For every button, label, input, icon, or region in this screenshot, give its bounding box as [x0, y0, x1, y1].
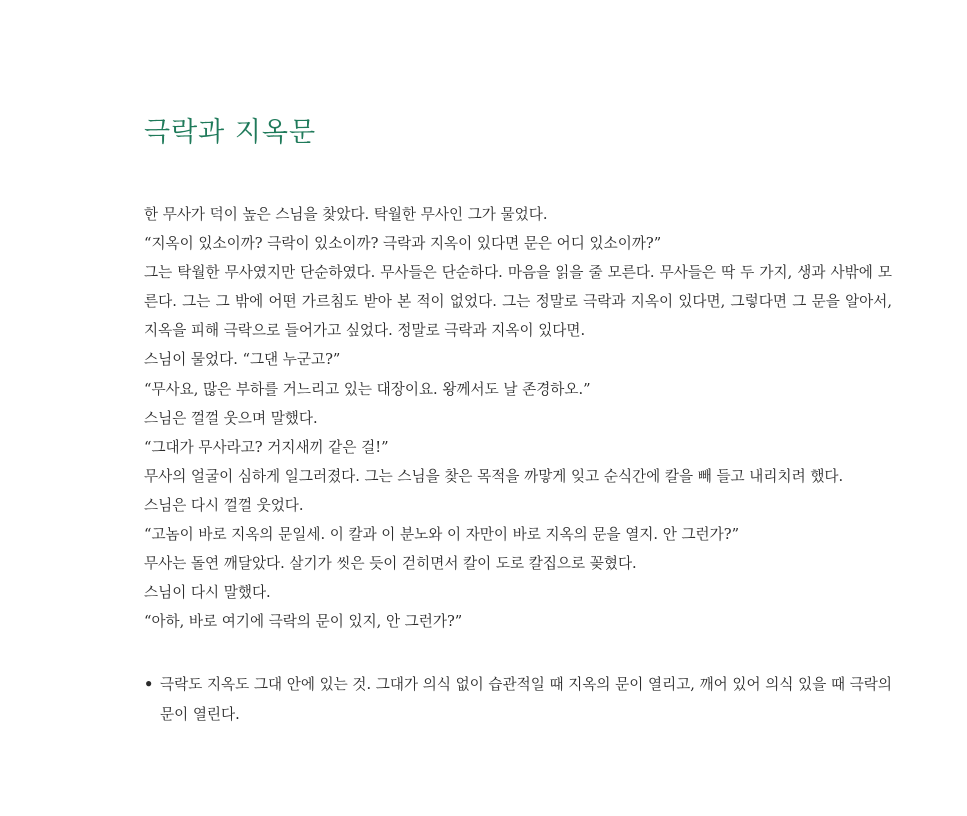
paragraph-hell-gate: “고놈이 바로 지옥의 문일세. 이 칼과 이 분노와 이 자만이 바로 지옥의 문을 열지. 안 그런가?” — [144, 526, 740, 544]
paragraph-insult: “그대가 무사라고? 거지새끼 같은 걸!” — [144, 438, 389, 456]
paragraph-anger: 무사의 얼굴이 심하게 일그러졌다. 그는 스님을 찾은 목적을 까맣게 잊고 순식간에 칼을 빼 들고 내리치려 했다. — [144, 467, 844, 485]
paragraph-samurai-answers: “무사요, 많은 부하를 거느리고 있는 대장이요. 왕께서도 날 존경하오.” — [144, 380, 591, 398]
paragraph-monk-asks: 스님이 물었다. “그댄 누군고?” — [144, 351, 341, 369]
bullet-icon: • — [144, 676, 154, 693]
story-body — [144, 200, 892, 636]
paragraph-description: 그는 탁월한 무사였지만 단순하였다. 무사들은 단순하다. 마음을 읽을 줄 모른다. 무사들은 딱 두 가지, 생과 사밖에 모른다. 그는 그 밖에 어떤 가르침도 받아 본 적이 없었다. 그는 정말로 극락과 지옥이 있다면, 그렇다면 그 문을 알아서, 지옥을 피해 극락으로 들어가고 싶었다. 정말로 극락과 지옥이 있다면. — [144, 264, 892, 340]
paragraph-monk-laughs-again: 스님은 다시 껄껄 웃었다. — [144, 496, 304, 514]
document-page — [144, 0, 904, 816]
summary-note — [144, 670, 892, 730]
paragraph-intro: 한 무사가 덕이 높은 스님을 찾았다. 탁월한 무사인 그가 물었다. — [144, 206, 548, 223]
paragraph-heaven-gate: “아하, 바로 여기에 극락의 문이 있지, 안 그런가?” — [144, 613, 463, 631]
paragraph-question: “지옥이 있소이까? 극락이 있소이까? 극락과 지옥이 있다면 문은 어디 있소이까?” — [144, 235, 662, 253]
paragraph-monk-speaks-again: 스님이 다시 말했다. — [144, 584, 271, 602]
paragraph-monk-laughs: 스님은 껄껄 웃으며 말했다. — [144, 409, 318, 427]
page-title: 극락과 지옥문 — [144, 117, 317, 148]
summary-note-text: 극락도 지옥도 그대 안에 있는 것. 그대가 의식 없이 습관적일 때 지옥의 문이 열리고, 깨어 있어 의식 있을 때 극락의 문이 열린다. — [160, 676, 892, 723]
paragraph-realization: 무사는 돌연 깨달았다. 살기가 씻은 듯이 걷히면서 칼이 도로 칼집으로 꽂혔다. — [144, 555, 637, 573]
